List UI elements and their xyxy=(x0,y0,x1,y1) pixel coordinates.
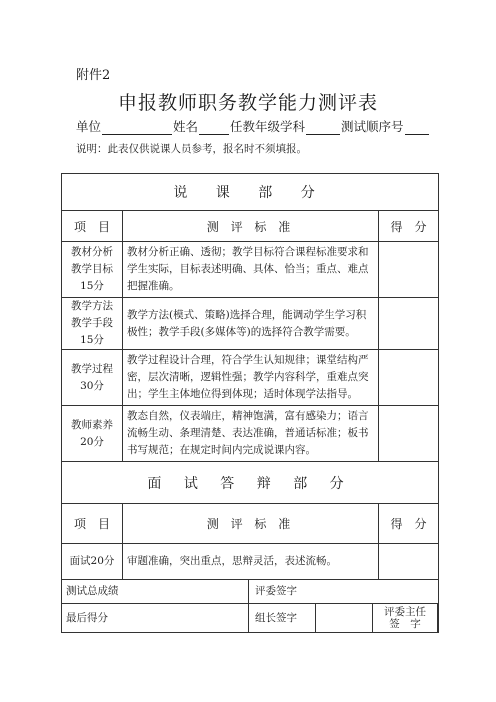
score-cell[interactable] xyxy=(379,298,439,350)
criteria-cell: 教材分析正确、透彻；教学目标符合课程标准要求和学生实际，目标表述明确、具体、恰当；重点、难点把握准确。 xyxy=(123,242,379,298)
table-row xyxy=(62,406,439,462)
criteria-cell: 教学过程设计合理，符合学生认知规律；课堂结构严密，层次清晰，逻辑性强；教学内容科学，重难点突出；学生主体地位得到体现；适时体现学法指导。 xyxy=(123,350,379,406)
director-sign-field[interactable] xyxy=(437,604,438,632)
director-line-2: 签 字 xyxy=(389,618,421,630)
category-cell xyxy=(62,406,123,462)
subject-label: 任教年级学科 xyxy=(230,119,306,134)
unit-field[interactable] xyxy=(102,121,172,135)
category-cell xyxy=(62,242,123,298)
category-score: 20分 xyxy=(80,435,104,448)
category-line: 教材分析 xyxy=(71,246,113,258)
criteria-cell: 审题准确，突出重点，思辩灵活，表述流畅。 xyxy=(123,544,379,580)
judge-sign-label: 评委签字 xyxy=(249,580,439,604)
header-item: 项 目 xyxy=(62,211,123,242)
category-line: 教学手段 xyxy=(71,317,113,329)
note-text: 说明：此表仅供说课人员参考，报名时不须填报。 xyxy=(76,143,307,155)
info-line xyxy=(76,117,430,135)
director-sign-label xyxy=(372,604,437,632)
final-label: 最后得分 xyxy=(62,604,249,633)
category-line: 教学方法 xyxy=(71,300,113,312)
section2-title-row xyxy=(62,462,439,504)
header-score: 得 分 xyxy=(379,211,439,242)
table-row xyxy=(62,350,439,406)
header-item: 项 目 xyxy=(62,504,123,544)
evaluation-table xyxy=(61,173,439,633)
page-title: 申报教师职务教学能力测评表 xyxy=(117,92,378,114)
criteria-cell: 教态自然，仪表端庄，精神饱满，富有感染力；语言流畅生动、条理清楚、表达准确，普通话标准；板书书写规范；在规定时间内完成说课内容。 xyxy=(123,406,379,462)
total-label: 测试总成绩 xyxy=(62,580,249,604)
category-score: 30分 xyxy=(80,379,104,392)
category-cell xyxy=(62,350,123,406)
name-label: 姓名 xyxy=(173,119,199,134)
final-sign-cell xyxy=(249,604,439,633)
table-row xyxy=(62,544,439,580)
category-line: 教学过程 xyxy=(71,362,113,375)
total-row xyxy=(62,580,439,604)
table-row xyxy=(62,298,439,350)
section2-header-row xyxy=(62,504,439,544)
header-score: 得 分 xyxy=(379,504,439,544)
score-cell[interactable] xyxy=(379,242,439,298)
section1-title-row xyxy=(62,174,439,211)
name-field[interactable] xyxy=(199,121,229,135)
table-row xyxy=(62,242,439,298)
annex-label: 附件2 xyxy=(76,68,111,83)
category-cell: 面试20分 xyxy=(62,544,123,580)
section1-title: 说 课 部 分 xyxy=(62,174,439,211)
header-criteria: 测 评 标 准 xyxy=(123,211,379,242)
category-line: 教师素养 xyxy=(71,418,113,431)
section2-title: 面 试 答 辩 部 分 xyxy=(62,462,439,504)
leader-sign-label: 组长签字 xyxy=(255,611,297,624)
final-row xyxy=(62,604,439,633)
score-cell[interactable] xyxy=(379,406,439,462)
criteria-cell: 教学方法(模式、策略)选择合理，能调动学生学习积极性；教学手段(多媒体等)的选择符合教学需要。 xyxy=(123,298,379,350)
section1-header-row xyxy=(62,211,439,242)
subject-field[interactable] xyxy=(306,121,340,135)
category-line: 教学目标 xyxy=(71,263,113,275)
score-cell[interactable] xyxy=(379,544,439,580)
header-criteria: 测 评 标 准 xyxy=(123,504,379,544)
category-score: 15分 xyxy=(80,280,104,292)
order-field[interactable] xyxy=(405,121,429,135)
director-line-1: 评委主任 xyxy=(384,606,426,618)
category-cell xyxy=(62,298,123,350)
unit-label: 单位 xyxy=(76,119,102,134)
score-cell[interactable] xyxy=(379,350,439,406)
category-score: 15分 xyxy=(80,334,104,346)
order-label: 测试顺序号 xyxy=(341,119,404,134)
leader-sign-field[interactable] xyxy=(315,604,372,632)
